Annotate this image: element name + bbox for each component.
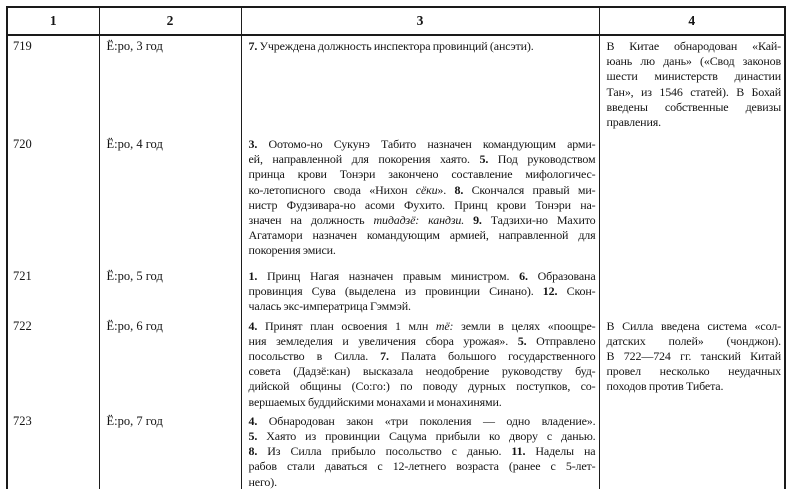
table-row xyxy=(7,316,785,411)
japan-events-cell xyxy=(241,411,599,489)
text-run: юань лю дань» («Свод законов xyxy=(606,54,781,69)
text-run: совета (Дадзё:кан) высказала неодобрение руководству буд- xyxy=(248,364,596,379)
text-run: него). xyxy=(248,474,277,489)
era-cell: Ё:ро, 3 год xyxy=(99,35,241,134)
text-line xyxy=(249,284,596,299)
text-line xyxy=(607,379,782,394)
text-line xyxy=(607,319,782,334)
text-line xyxy=(249,319,596,334)
text-run: тидадзё: кандзи. xyxy=(373,213,465,228)
world-events-cell xyxy=(599,266,785,316)
text-line xyxy=(249,299,596,314)
text-line xyxy=(249,243,596,258)
text-run: посольство в Силла. xyxy=(248,349,381,364)
chronology-table xyxy=(6,6,786,489)
era-cell: Ё:ро, 4 год xyxy=(99,134,241,266)
text-line xyxy=(249,137,596,152)
text-line xyxy=(249,183,596,198)
text-run: Наделы на xyxy=(525,444,596,459)
text-line xyxy=(249,228,596,243)
text-run: принца крови Тонэри закончено составление мифологичес- xyxy=(248,167,596,182)
world-events-cell xyxy=(599,316,785,411)
text-run: шести министерств династии xyxy=(606,69,781,84)
text-run: ». xyxy=(437,182,455,197)
text-run: Обнародован закон «три поколения — одно владение». xyxy=(257,413,596,428)
text-run: провел несколько неудачных xyxy=(606,364,781,379)
text-run: чалась экс-императрица Гэммэй. xyxy=(248,299,411,314)
text-run: 5. xyxy=(517,333,527,348)
text-line xyxy=(607,364,782,379)
japan-events-cell xyxy=(241,134,599,266)
text-run: 8. xyxy=(454,182,464,197)
text-line xyxy=(607,100,782,115)
header-row xyxy=(7,7,785,35)
text-line xyxy=(249,364,596,379)
text-line xyxy=(249,213,596,228)
text-run: Принц Нагая назначен правым министром. xyxy=(257,269,520,283)
japan-events-cell xyxy=(241,266,599,316)
text-line xyxy=(249,269,596,284)
text-run: провинция Сува (выделена из провинции Синано). xyxy=(248,284,543,299)
text-run: вершаемых буддийскими монахами и монахинями. xyxy=(248,394,502,409)
text-run: нистр Фудзивара-но асоми Фухито. Принц крови Тонэри на- xyxy=(248,197,596,212)
year-cell: 719 xyxy=(13,39,32,53)
japan-events-cell xyxy=(241,316,599,411)
text-run xyxy=(464,213,473,227)
text-run: 7. xyxy=(380,349,389,364)
text-line xyxy=(607,349,782,364)
text-run: ей, направленной для покорения хаято. xyxy=(248,152,480,167)
text-run: Под руководством xyxy=(488,152,596,167)
text-run: тё: xyxy=(435,318,454,333)
text-run: введены собственные девизы xyxy=(606,99,781,114)
text-run: 7. xyxy=(248,39,258,53)
text-run: сёки xyxy=(415,182,438,197)
text-run: земли в целях «поощре- xyxy=(453,318,596,333)
text-line xyxy=(607,85,782,100)
text-line xyxy=(607,54,782,69)
text-run: 5. xyxy=(479,152,489,167)
text-line xyxy=(249,444,596,459)
japan-events-cell xyxy=(241,35,599,134)
era-cell: Ё:ро, 6 год xyxy=(99,316,241,411)
text-run: Из Силла прибыло посольство с данью. xyxy=(257,444,512,459)
column-header-2: 2 xyxy=(99,7,241,35)
era-cell: Ё:ро, 7 год xyxy=(99,411,241,489)
text-line xyxy=(249,459,596,474)
table-row xyxy=(7,134,785,266)
text-line xyxy=(249,167,596,182)
text-run: Отправлено xyxy=(526,333,596,348)
text-line xyxy=(249,429,596,444)
text-run: рабов стали даваться с 12-летнего возраста (ранее с 5-лет- xyxy=(248,459,596,474)
text-run: 4. xyxy=(248,413,258,428)
text-run: дийской общины (Со:го:) по поводу дурных поступков, со- xyxy=(248,379,596,394)
text-line xyxy=(249,475,596,489)
world-events-cell xyxy=(599,134,785,266)
world-events-cell xyxy=(599,35,785,134)
table-row xyxy=(7,411,785,489)
text-run: В Силла введена система «сол- xyxy=(606,318,781,333)
text-run: покорения эмиси. xyxy=(248,243,336,258)
text-run: 11. xyxy=(511,444,526,459)
column-header-1: 1 xyxy=(7,7,99,35)
text-run: Скон- xyxy=(557,284,596,299)
text-run: 5. xyxy=(248,429,258,444)
world-events-cell xyxy=(599,411,785,489)
text-line xyxy=(249,334,596,349)
text-run: Хаято из провинции Сацума прибыли ко двору с данью. xyxy=(257,429,596,444)
text-run: 6. xyxy=(519,269,528,283)
text-run: Учреждена должность инспектора провинций (ансэти). xyxy=(257,39,534,53)
year-cell: 722 xyxy=(13,318,32,333)
year-cell: 720 xyxy=(13,137,32,151)
text-run: 12. xyxy=(542,284,558,299)
text-line xyxy=(607,334,782,349)
text-run: В 722—724 гг. танский Китай xyxy=(606,349,781,364)
text-run: Палата большого государственного xyxy=(388,349,596,364)
text-line xyxy=(607,69,782,84)
text-run: правления. xyxy=(606,115,661,130)
text-line xyxy=(249,349,596,364)
text-run: Принят план освоения 1 млн xyxy=(257,318,436,333)
text-run: 4. xyxy=(248,318,258,333)
text-line xyxy=(249,379,596,394)
text-run: 8. xyxy=(248,444,258,459)
text-run: Тадзихи-но Махито xyxy=(481,213,596,228)
text-line xyxy=(607,115,782,130)
text-run: датских полей» (чонджон). xyxy=(606,333,781,348)
column-header-3: 3 xyxy=(241,7,599,35)
text-line xyxy=(249,152,596,167)
text-line xyxy=(249,198,596,213)
text-run: Агатамори назначен командующим армией, направленной для xyxy=(248,228,596,243)
text-run: Скончался правый ми- xyxy=(463,182,596,197)
text-run: походов против Тибета. xyxy=(606,379,724,394)
text-run: Образована xyxy=(527,269,596,283)
table-row xyxy=(7,266,785,316)
text-run: значен на должность xyxy=(248,213,374,228)
text-run: ния земледелия и увеличения сбора урожая». xyxy=(248,333,518,348)
text-run: В Китае обнародован «Кай- xyxy=(606,39,781,53)
table-body xyxy=(7,35,785,489)
table-header xyxy=(7,7,785,35)
text-line xyxy=(249,395,596,410)
table-row xyxy=(7,35,785,134)
text-line xyxy=(607,39,782,54)
year-cell: 723 xyxy=(13,413,32,428)
text-run: 1. xyxy=(248,269,258,283)
text-run: 9. xyxy=(473,213,482,228)
column-header-4: 4 xyxy=(599,7,785,35)
text-line xyxy=(249,414,596,429)
text-run: 3. xyxy=(248,137,258,151)
text-run: Тан», из 1546 статей). В Бохай xyxy=(606,84,781,99)
text-run: Оотомо-но Сукунэ Табито назначен командующим арми- xyxy=(257,137,596,151)
era-cell: Ё:ро, 5 год xyxy=(99,266,241,316)
year-cell: 721 xyxy=(13,269,32,283)
text-run: ко-летописного свода «Нихон xyxy=(248,182,416,197)
text-line xyxy=(249,39,596,54)
